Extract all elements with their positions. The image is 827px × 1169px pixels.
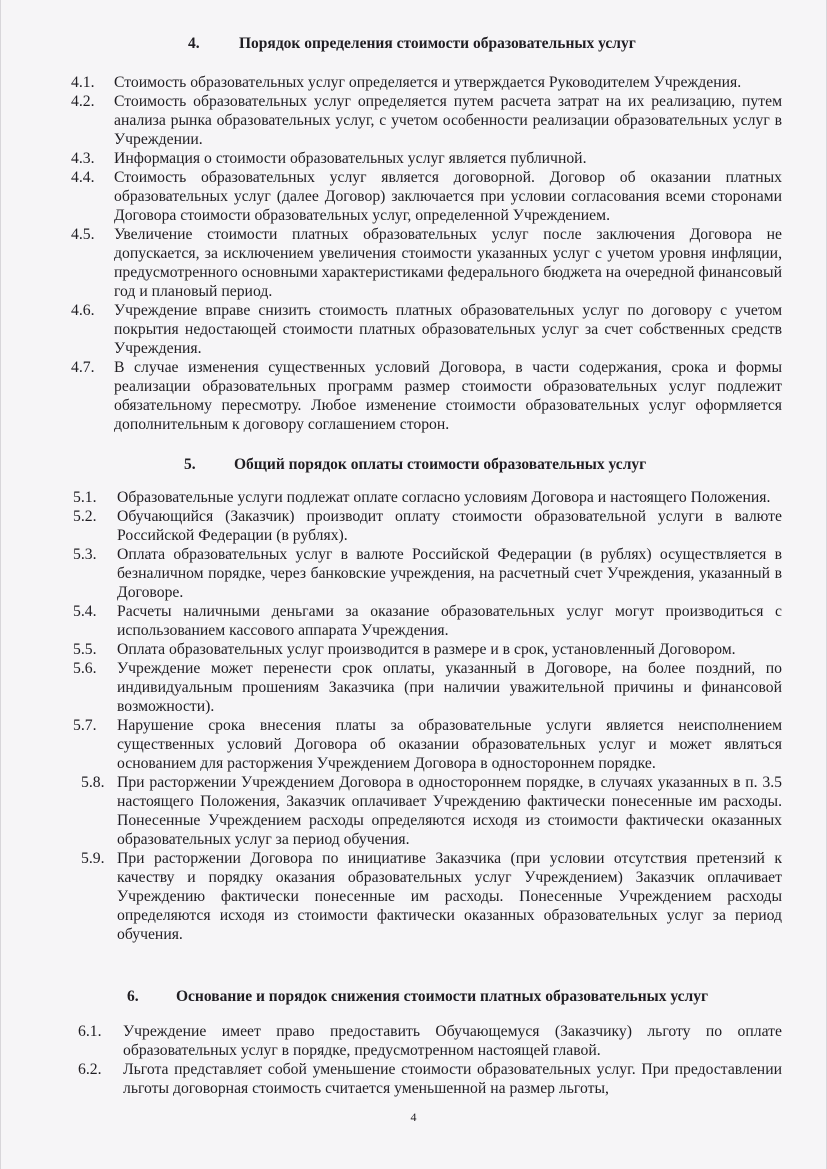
section-heading xyxy=(1,35,826,53)
item-number: 5.8. xyxy=(81,774,105,791)
item-text: Льгота представляет собой уменьшение стоимости образовательных услуг. При предоставлении льготы договорная стоимость считается уменьшенной на размер льготы, xyxy=(123,1061,782,1097)
section-items xyxy=(78,1022,782,1098)
item-number: 4.6. xyxy=(71,302,95,319)
item-number: 5.6. xyxy=(73,660,97,677)
list-item xyxy=(73,507,782,545)
section-5 xyxy=(1,456,826,943)
item-text: Стоимость образовательных услуг является договорной. Договор об оказании платных образовательных услуг (далее Договор) заключается при условии согласования всеми сторонами Договора стоимости образовательных услуг, определенной Учреждением. xyxy=(114,169,782,224)
item-number: 4.2. xyxy=(71,93,95,110)
item-number: 6.1. xyxy=(78,1023,102,1040)
list-item xyxy=(73,773,782,849)
page-number: 4 xyxy=(410,1110,417,1124)
section-title: Общий порядок оплаты стоимости образовательных услуг xyxy=(234,456,647,473)
item-text: Учреждение вправе снизить стоимость платных образовательных услуг по договору с учетом покрытия недостающей стоимости платных образовательных услуг за счет собственных средств Учреждения. xyxy=(114,302,782,357)
item-number: 6.2. xyxy=(78,1061,102,1078)
list-item xyxy=(71,301,782,358)
list-item xyxy=(73,488,782,507)
item-text: Расчеты наличными деньгами за оказание образовательных услуг могут производиться с использованием кассового аппарата Учреждения. xyxy=(117,603,782,639)
item-text: В случае изменения существенных условий Договора, в части содержания, срока и формы реализации образовательных программ размер стоимости образовательных услуг подлежит обязательному пересмотру. Любое изменение стоимости образовательных услуг оформляется дополнительным к договору соглашением сторон. xyxy=(114,359,782,433)
section-items xyxy=(71,73,782,434)
section-title: Порядок определения стоимости образовательных услуг xyxy=(239,35,636,52)
list-item xyxy=(71,168,782,225)
item-number: 4.5. xyxy=(71,226,95,243)
item-text: Стоимость образовательных услуг определяется и утверждается Руководителем Учреждения. xyxy=(114,74,742,91)
item-text: Обучающийся (Заказчик) производит оплату стоимости образовательной услуги в валюте Российской Федерации (в рублях). xyxy=(117,508,782,544)
list-item xyxy=(73,716,782,773)
list-item xyxy=(78,1022,782,1060)
list-item xyxy=(78,1060,782,1098)
section-number: 6. xyxy=(127,988,139,1005)
item-text: При расторжении Договора по инициативе Заказчика (при условии отсутствия претензий к качеству и порядку оказания образовательных услуг Учреждением) Заказчик оплачивает Учреждению фактически понесенные им расходы. Понесенные Учреждением расходы определяются исходя из стоимости фактически оказанных образовательных услуг за период обучения. xyxy=(117,850,782,943)
item-number: 5.3. xyxy=(73,546,97,563)
item-text: При расторжении Учреждением Договора в одностороннем порядке, в случаях указанных в п. 3.5 настоящего Положения, Заказчик оплачивает Учреждению фактически понесенные им расходы. Понесенные Учреждением расходы определяются исходя из стоимости фактически оказанных образовательных услуг за период обучения. xyxy=(117,774,782,848)
item-number: 5.4. xyxy=(73,603,97,620)
list-item xyxy=(73,849,782,944)
item-text: Оплата образовательных услуг производится в размере и в срок, установленный Договором. xyxy=(117,641,736,658)
list-item xyxy=(71,358,782,434)
item-text: Учреждение имеет право предоставить Обучающемуся (Заказчику) льготу по оплате образовательных услуг в порядке, предусмотренном настоящей главой. xyxy=(123,1023,782,1059)
item-text: Оплата образовательных услуг в валюте Российской Федерации (в рублях) осуществляется в безналичном порядке, через банковские учреждения, на расчетный счет Учреждения, указанный в Договоре. xyxy=(117,546,782,601)
list-item xyxy=(73,640,782,659)
section-items xyxy=(73,488,782,944)
item-number: 5.7. xyxy=(73,717,97,734)
item-number: 4.1. xyxy=(71,74,95,91)
item-number: 5.9. xyxy=(81,850,105,867)
item-text: Образовательные услуги подлежат оплате согласно условиям Договора и настоящего Положения. xyxy=(117,489,771,506)
section-6 xyxy=(1,988,826,1097)
item-number: 5.1. xyxy=(73,489,97,506)
section-number: 4. xyxy=(188,35,200,52)
section-4 xyxy=(1,35,826,433)
section-number: 5. xyxy=(184,456,196,473)
list-item xyxy=(71,92,782,149)
item-text: Нарушение срока внесения платы за образовательные услуги является неисполнением существенных условий Договора об оказании образовательных услуг и может являться основанием для расторжения Учреждением Договора в одностороннем порядке. xyxy=(117,717,782,772)
list-item xyxy=(71,73,782,92)
section-heading xyxy=(1,988,826,1006)
item-number: 4.7. xyxy=(71,359,95,376)
item-text: Стоимость образовательных услуг определяется путем расчета затрат на их реализацию, путем анализа рынка образовательных услуг, с учетом особенности реализации образовательных услуг в Учреждении. xyxy=(114,93,782,148)
list-item xyxy=(73,545,782,602)
item-number: 4.3. xyxy=(71,150,95,167)
list-item xyxy=(71,225,782,301)
section-heading xyxy=(1,456,826,474)
item-number: 4.4. xyxy=(71,169,95,186)
item-text: Увеличение стоимости платных образовательных услуг после заключения Договора не допускается, за исключением увеличения стоимости указанных услуг с учетом уровня инфляции, предусмотренного основными характеристиками федерального бюджета на очередной финансовый год и плановый период. xyxy=(114,226,782,300)
item-text: Информация о стоимости образовательных услуг является публичной. xyxy=(114,150,587,167)
list-item xyxy=(71,149,782,168)
item-number: 5.2. xyxy=(73,508,97,525)
section-title: Основание и порядок снижения стоимости платных образовательных услуг xyxy=(176,988,709,1005)
item-text: Учреждение может перенести срок оплаты, указанный в Договоре, на более поздний, по индивидуальным прошениям Заказчика (при наличии уважительной причины и финансовой возможности). xyxy=(117,660,782,715)
list-item xyxy=(73,602,782,640)
item-number: 5.5. xyxy=(73,641,97,658)
list-item xyxy=(73,659,782,716)
